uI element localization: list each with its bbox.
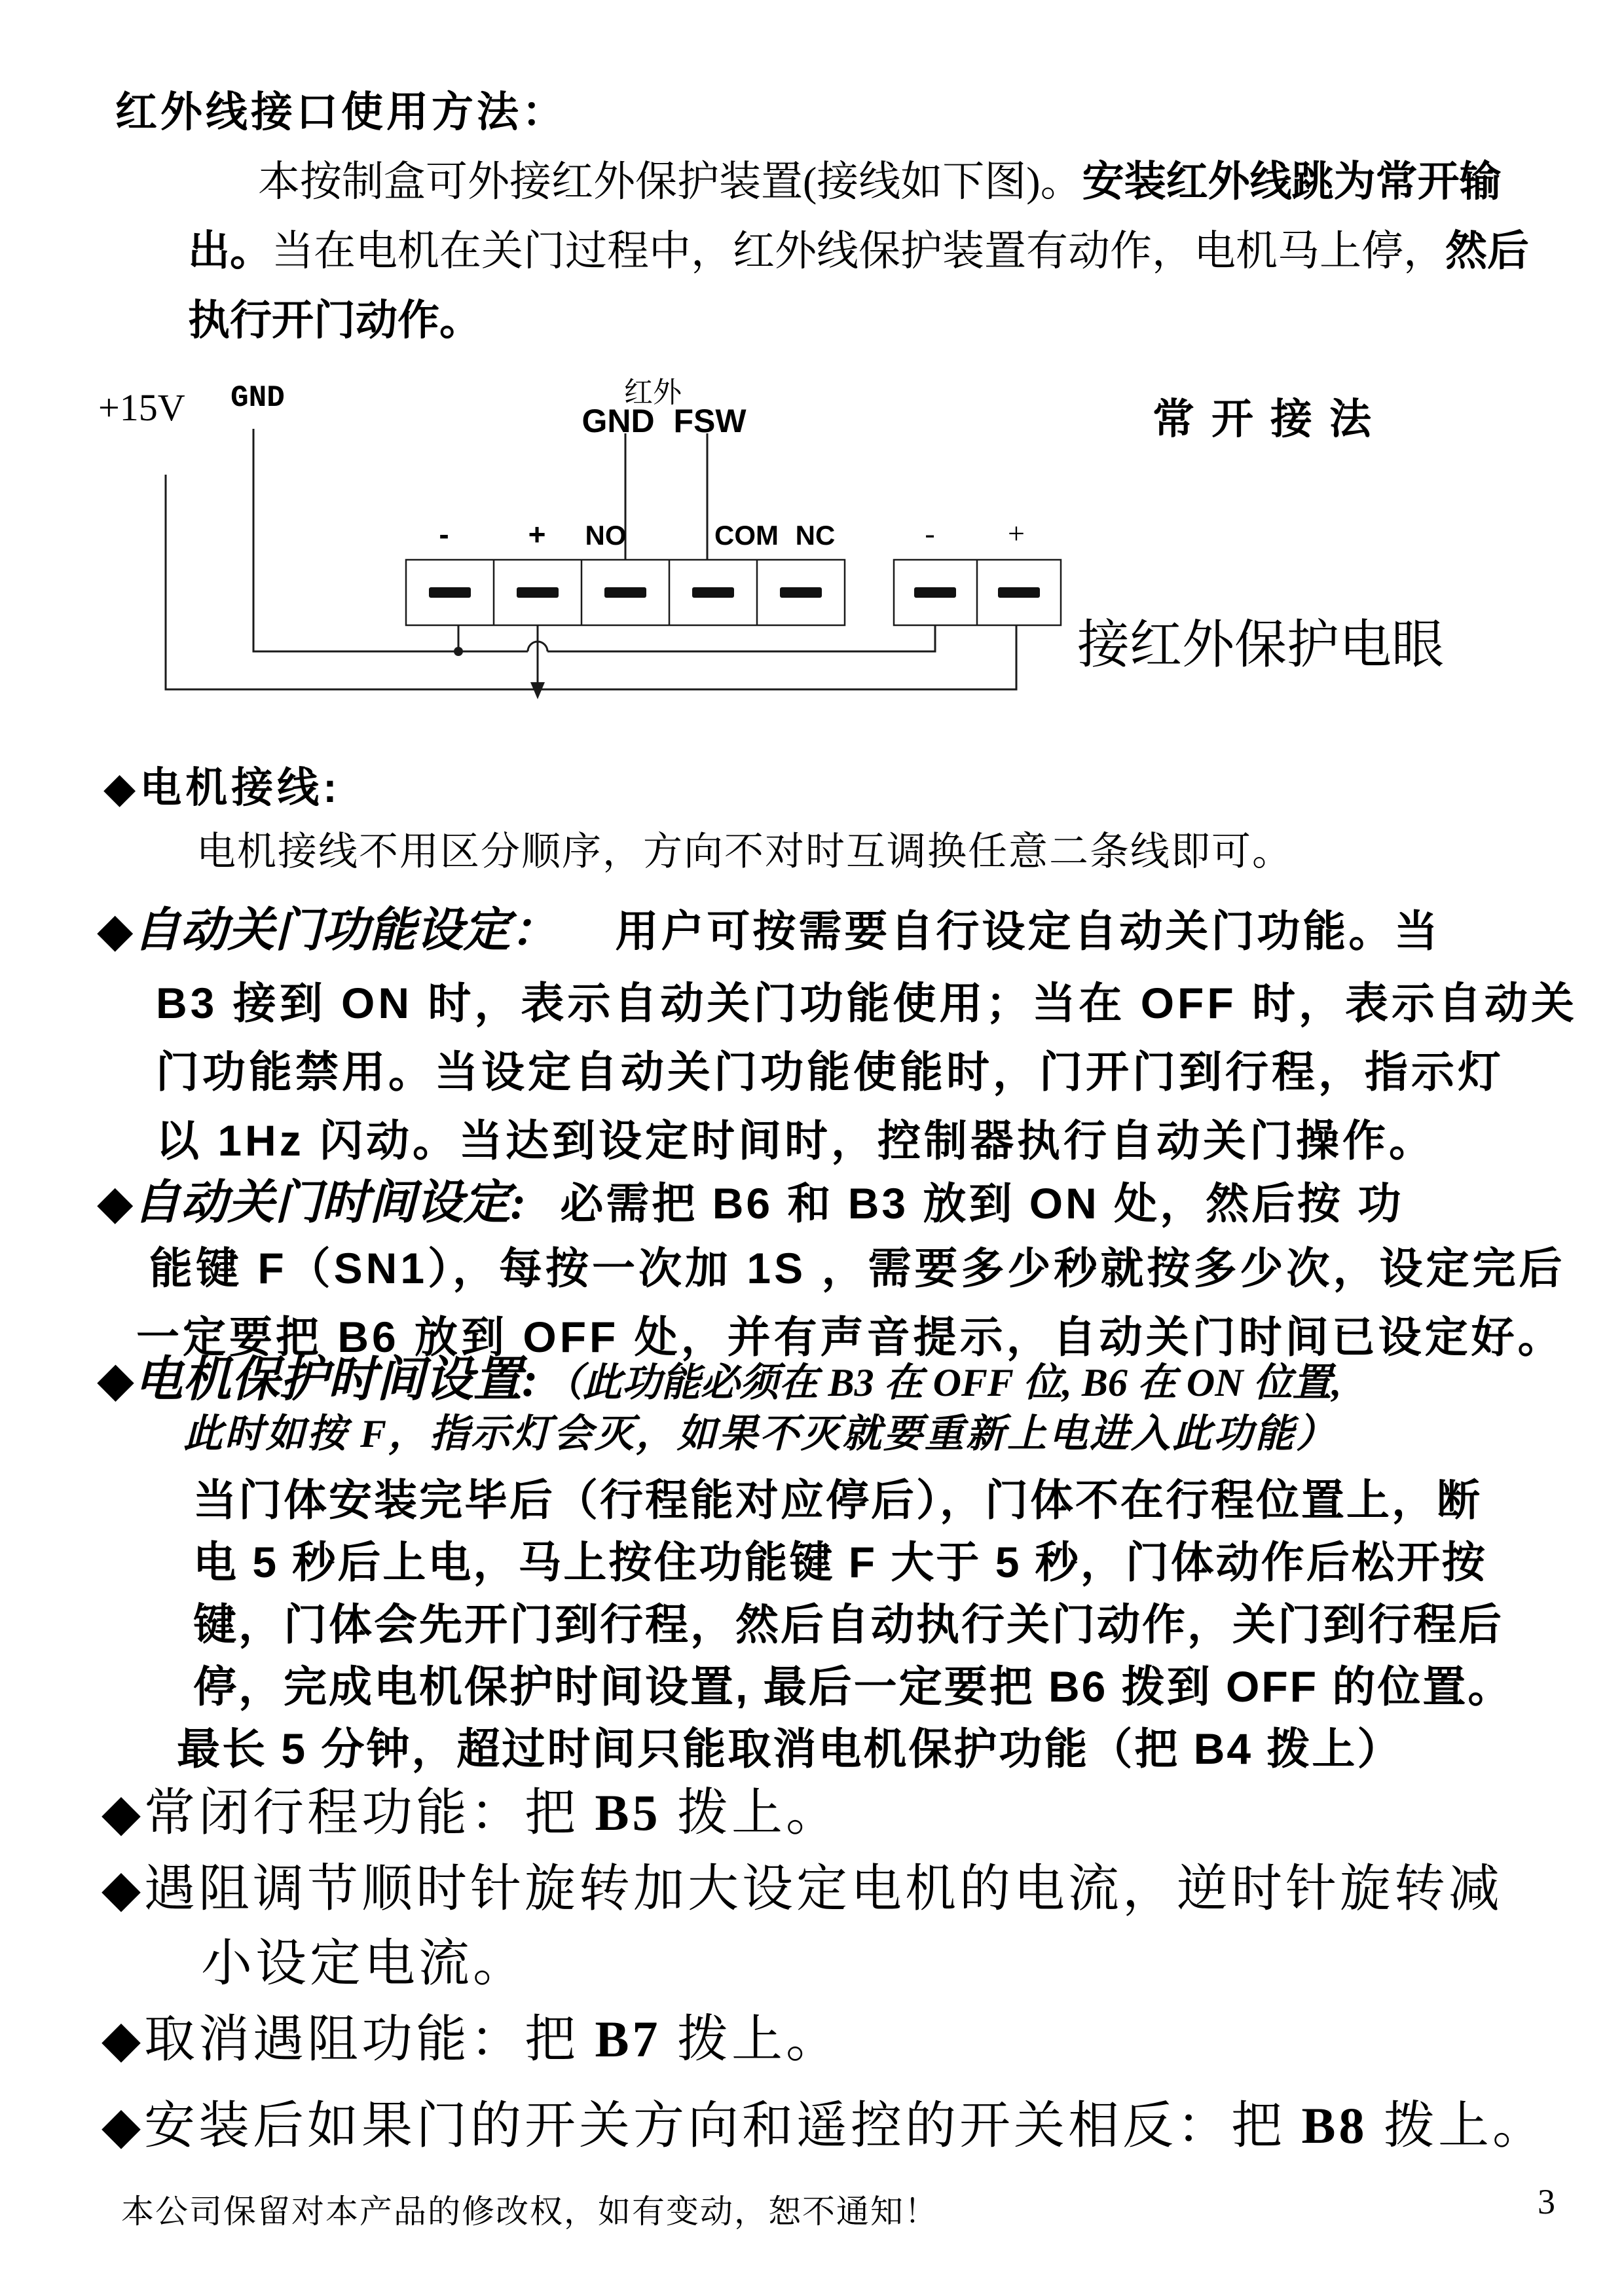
junction-dot [454, 647, 463, 656]
page-title: 红外线接口使用方法： [115, 88, 567, 136]
section-normally-closed [101, 1772, 840, 1845]
section-resistance-line1: ◆遇阻调节顺时针旋转加大设定电机的电流，逆时针旋转减 [101, 1860, 1503, 1917]
section-cancel-resistance [101, 1998, 840, 2071]
gnd-wire-right [547, 625, 935, 651]
terminal-nc-label: NC [795, 520, 836, 551]
section-reverse-direction [101, 2085, 1547, 2158]
section-motor-protect-line2: 电 5 秒后上电，马上按住功能键 F 大于 5 秒，门体动作后松开按 [193, 1538, 1487, 1586]
section-auto-close-func-intro: 用户可按需要自行设定自动关门功能。当 [615, 907, 1441, 955]
wiring-diagram [0, 347, 1624, 727]
section-auto-close-time-line2: 能键 F（SN1），每按一次加 1S ，需要多少秒就按多少次，设定完后 [149, 1244, 1566, 1292]
cancel-resistance-switch: B7 [595, 2011, 661, 2068]
section-motor-wiring-heading: ◆电机接线: [103, 764, 341, 811]
section-auto-close-func-line2: B3 接到 ON 时，表示自动关门功能使用；当在 OFF 时，表示自动关 [156, 979, 1578, 1027]
down-arrow [530, 682, 545, 699]
terminal-screw-dash [517, 587, 559, 598]
infrared-label: 红外 [624, 376, 682, 409]
terminal-screw-dash [914, 587, 956, 598]
ir-fsw-label: FSW [673, 403, 747, 439]
terminal-screw-dash [429, 587, 471, 598]
section-auto-close-time-heading: ◆自动关门时间设定: [97, 1176, 526, 1229]
section-motor-wiring-body: 电机接线不用区分顺序，方向不对时互调换任意二条线即可。 [196, 830, 1293, 873]
intro-line1-bold: 安装红外线跳为常开输 [1082, 158, 1502, 205]
normally-closed-switch: B5 [595, 1784, 661, 1841]
normally-closed-text: ◆常闭行程功能：把 [101, 1784, 595, 1841]
cancel-resistance-suffix: 拨上。 [661, 2011, 841, 2068]
intro-line-3 [188, 287, 481, 347]
page-number: 3 [1538, 2182, 1555, 2221]
eye-plus-label: + [1008, 517, 1025, 550]
reverse-direction-switch: B8 [1301, 2097, 1368, 2154]
eye-caption: 接红外保护电眼 [1077, 617, 1444, 674]
section-motor-protect-heading: ◆电机保护时间设置: [97, 1353, 538, 1407]
terminal-screw-dash [692, 587, 734, 598]
normally-closed-suffix: 拨上。 [661, 1784, 841, 1841]
section-auto-close-func-line3: 门功能禁用。当设定自动关门功能使能时，门开门到行程，指示灯 [156, 1048, 1504, 1096]
section-auto-close-time-heading-line [97, 1164, 1403, 1232]
normally-open-title: 常开接法 [1153, 395, 1388, 443]
intro-line1-normal: 本按制盒可外接红外保护装置(接线如下图)。 [258, 158, 1082, 205]
section-motor-protect-line3: 键，门体会先开门到行程，然后自动执行关门动作，关门到行程后 [193, 1600, 1504, 1649]
terminal-no-label: NO [585, 520, 627, 551]
gnd-left-label: GND [231, 381, 285, 415]
ir-gnd-label: GND [581, 403, 655, 439]
reverse-direction-text: ◆安装后如果门的开关方向和遥控的开关相反：把 [101, 2097, 1302, 2154]
terminal-com-label: COM [714, 520, 779, 551]
footer-note: 本公司保留对本产品的修改权，如有变动，恕不通知！ [121, 2193, 938, 2230]
terminal-plus-label: + [528, 517, 546, 551]
section-motor-protect-heading-line [97, 1341, 1342, 1410]
section-motor-protect-note2: 此时如按 F，指示灯会灭，如果不灭就要重新上电进入此功能） [183, 1412, 1338, 1455]
reverse-direction-suffix: 拨上。 [1367, 2097, 1547, 2154]
intro-line-1 [258, 148, 1502, 208]
section-motor-protect-line4: 停，完成电机保护时间设置, 最后一定要把 B6 拨到 OFF 的位置。 [193, 1662, 1513, 1711]
terminal-screw-dash [780, 587, 822, 598]
section-auto-close-time-line3: 一定要把 B6 放到 OFF 处，并有声音提示，自动关门时间已设定好。 [136, 1313, 1564, 1361]
terminal-minus-label: - [439, 517, 449, 551]
section-motor-protect-line1: 当门体安装完毕后（行程能对应停后），门体不在行程位置上，断 [193, 1476, 1482, 1524]
plus15v-label: +15V [98, 386, 185, 429]
intro-line2-normal: 当在电机在关门过程中，红外线保护装置有动作，电机马上停， [272, 228, 1445, 274]
intro-line3-bold: 执行开门动作。 [188, 297, 481, 344]
intro-line2-bold-start: 出。 [188, 227, 272, 274]
cancel-resistance-text: ◆取消遇阻功能：把 [101, 2011, 595, 2068]
terminal-screw-dash [604, 587, 646, 598]
intro-line-2 [188, 217, 1529, 278]
intro-line2-bold-end: 然后 [1445, 227, 1529, 274]
section-resistance-line2: 小设定电流。 [201, 1935, 528, 1992]
section-motor-protect-line5: 最长 5 分钟，超过时间只能取消电机保护功能（把 B4 拨上） [177, 1724, 1403, 1773]
section-auto-close-func-line4: 以 1Hz 闪动。当达到设定时间时，控制器执行自动关门操作。 [156, 1116, 1436, 1165]
terminal-screw-dash [998, 587, 1040, 598]
section-auto-close-func-heading: ◆自动关门功能设定： [97, 904, 558, 957]
eye-minus-label: - [925, 517, 935, 550]
section-auto-close-func-heading-line [97, 892, 1440, 960]
section-auto-close-time-intro: 必需把 B6 和 B3 放到 ON 处，然后按 功 [560, 1179, 1404, 1228]
section-motor-protect-note1: （此功能必须在 B3 在 OFF 位, B6 在 ON 位置, [543, 1361, 1342, 1404]
